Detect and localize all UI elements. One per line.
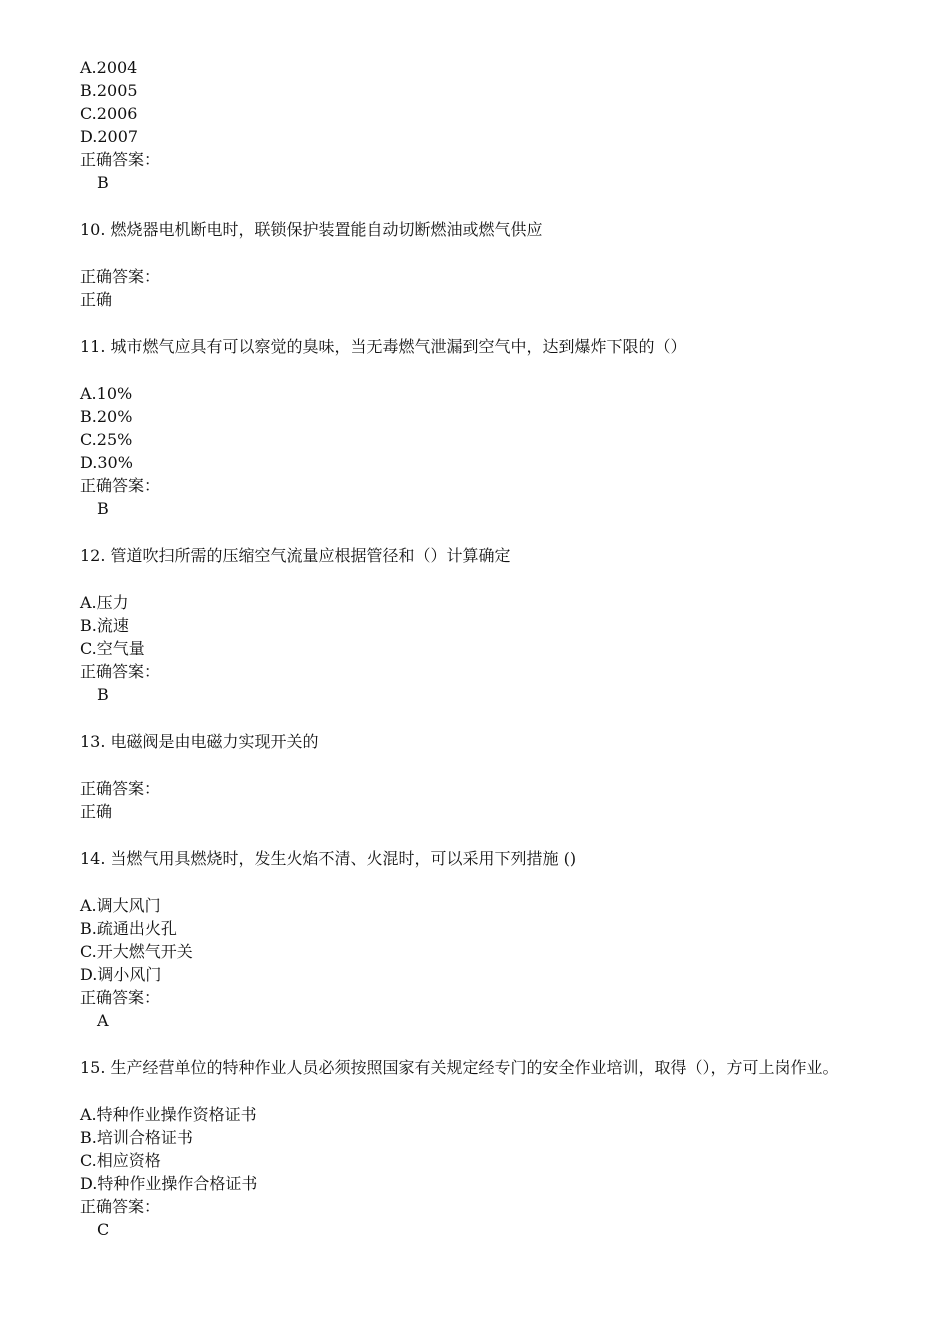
question-13: [80, 730, 880, 823]
answer-label: 正确答案：: [80, 1197, 161, 1216]
exam-page: [80, 56, 880, 1241]
question-12: [80, 544, 880, 706]
option-b: B.培训合格证书: [80, 1128, 193, 1147]
option-a: A.特种作业操作资格证书: [80, 1105, 257, 1124]
option-c: C.空气量: [80, 639, 145, 658]
question-11: [80, 335, 880, 520]
option-c: C.25%: [80, 430, 133, 449]
question-10: [80, 218, 880, 311]
option-b: B.2005: [80, 81, 138, 100]
question-9: [80, 56, 880, 194]
option-d: D.特种作业操作合格证书: [80, 1174, 258, 1193]
answer-value: A: [97, 1011, 109, 1030]
option-c: C.2006: [80, 104, 138, 123]
option-c: C.相应资格: [80, 1151, 161, 1170]
option-b: B.流速: [80, 616, 129, 635]
answer-label: 正确答案：: [80, 988, 161, 1007]
question-text: 15. 生产经营单位的特种作业人员必须按照国家有关规定经专门的安全作业培训，取得（），方可上岗作业。: [80, 1058, 839, 1077]
question-text: 13. 电磁阀是由电磁力实现开关的: [80, 732, 319, 751]
answer-value: C: [97, 1220, 110, 1239]
answer-label: 正确答案：: [80, 662, 161, 681]
question-15: [80, 1056, 880, 1241]
question-text: 12. 管道吹扫所需的压缩空气流量应根据管径和（）计算确定: [80, 546, 511, 565]
answer-label: 正确答案：: [80, 150, 161, 169]
option-b: B.疏通出火孔: [80, 919, 177, 938]
answer-value: B: [97, 685, 109, 704]
option-c: C.开大燃气开关: [80, 942, 193, 961]
question-text: 10. 燃烧器电机断电时，联锁保护装置能自动切断燃油或燃气供应: [80, 220, 543, 239]
answer-label: 正确答案：: [80, 779, 161, 798]
option-b: B.20%: [80, 407, 133, 426]
question-14: [80, 847, 880, 1032]
option-a: A.压力: [80, 593, 129, 612]
answer-value: B: [97, 499, 109, 518]
answer-value: 正确: [80, 290, 113, 309]
option-a: A.2004: [80, 58, 138, 77]
option-d: D.调小风门: [80, 965, 162, 984]
answer-value: B: [97, 173, 109, 192]
answer-label: 正确答案：: [80, 267, 161, 286]
answer-value: 正确: [80, 802, 113, 821]
option-d: D.30%: [80, 453, 133, 472]
question-text: 14. 当燃气用具燃烧时，发生火焰不清、火混时，可以采用下列措施 (): [80, 849, 577, 868]
question-text: 11. 城市燃气应具有可以察觉的臭味，当无毒燃气泄漏到空气中，达到爆炸下限的（）: [80, 337, 687, 356]
option-d: D.2007: [80, 127, 139, 146]
option-a: A.10%: [80, 384, 133, 403]
option-a: A.调大风门: [80, 896, 161, 915]
answer-label: 正确答案：: [80, 476, 161, 495]
